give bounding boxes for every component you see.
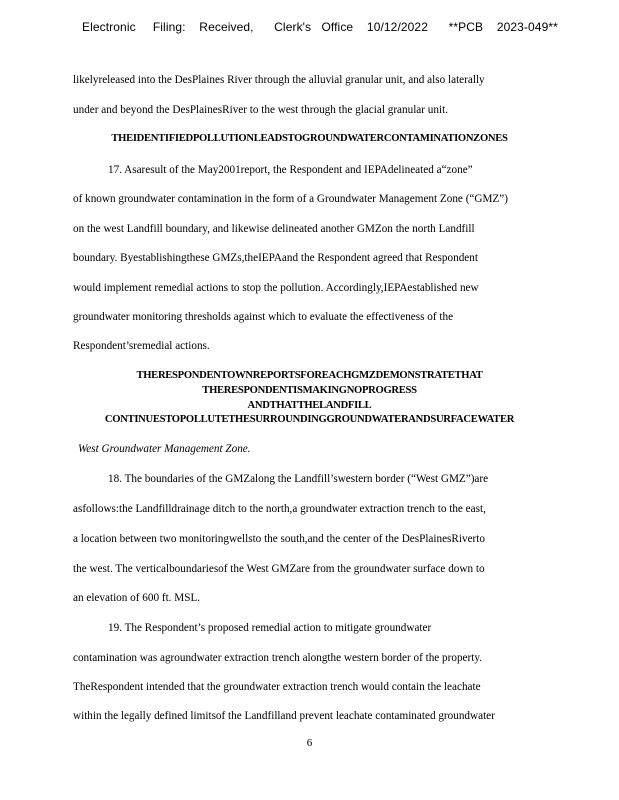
paragraph-19-line: within the legally defined limitsof the Landfilland prevent leachate contaminated groundwater <box>73 710 495 722</box>
section-heading-line: THERESPONDENTOWNREPORTSFOREACHGMZDEMONSTRATETHAT <box>136 370 483 381</box>
page-number: 6 <box>306 737 313 749</box>
section-heading-line: ANDTHATTHELANDFILL <box>247 400 372 411</box>
subheading: West Groundwater Management Zone. <box>78 443 251 455</box>
paragraph-17-line: 17. Asaresult of the May2001report, the Respondent and IEPAdelineated a“zone” <box>108 164 473 176</box>
paragraph-17-line: of known groundwater contamination in the form of a Groundwater Management Zone (“GMZ”) <box>73 193 508 205</box>
paragraph-18-line: the west. The verticalboundariesof the West GMZare from the groundwater surface down to <box>73 563 485 575</box>
paragraph-19-line: contamination was agroundwater extraction trench alongthe western border of the property. <box>73 652 483 664</box>
paragraph-18-line: asfollows:the Landfilldrainage ditch to the north,a groundwater extraction trench to the east, <box>73 503 486 515</box>
filing-stamp-header: Electronic Filing: Received, Clerk's Office 10/12/2022 **PCB 2023-049** <box>82 20 558 34</box>
paragraph-18-line: an elevation of 600 ft. MSL. <box>73 592 201 604</box>
section-heading-line: CONTINUESTOPOLLUTETHESURROUNDINGGROUNDWATERANDSURFACEWATER <box>104 414 515 425</box>
paragraph-18-line: a location between two monitoringwellsto the south,and the center of the DesPlainesRiverto <box>73 533 485 545</box>
section-heading: THEIDENTIFIEDPOLLUTIONLEADSTOGROUNDWATERCONTAMINATIONZONES <box>111 133 508 144</box>
paragraph-19-line: 19. The Respondent’s proposed remedial action to mitigate groundwater <box>108 622 432 634</box>
section-heading-line: THERESPONDENTISMAKINGNOPROGRESS <box>202 385 417 396</box>
paragraph-17-line: would implement remedial actions to stop the pollution. Accordingly,IEPAestablished new <box>73 282 479 294</box>
paragraph-17-line: groundwater monitoring thresholds against which to evaluate the effectiveness of the <box>73 311 454 323</box>
text-line: likelyreleased into the DesPlaines River through the alluvial granular unit, and also laterally <box>73 74 485 86</box>
paragraph-18-line: 18. The boundaries of the GMZalong the Landfill’swestern border (“West GMZ”)are <box>108 473 489 485</box>
text-line: under and beyond the DesPlainesRiver to the west through the glacial granular unit. <box>73 104 448 116</box>
paragraph-17-line: Respondent’sremedial actions. <box>73 340 210 352</box>
paragraph-17-line: on the west Landfill boundary, and likewise delineated another GMZon the north Landfill <box>73 223 475 235</box>
paragraph-17-line: boundary. Byestablishingthese GMZs,theIEPAand the Respondent agreed that Respondent <box>73 252 478 264</box>
paragraph-19-line: TheRespondent intended that the groundwater extraction trench would contain the leachate <box>73 681 481 693</box>
